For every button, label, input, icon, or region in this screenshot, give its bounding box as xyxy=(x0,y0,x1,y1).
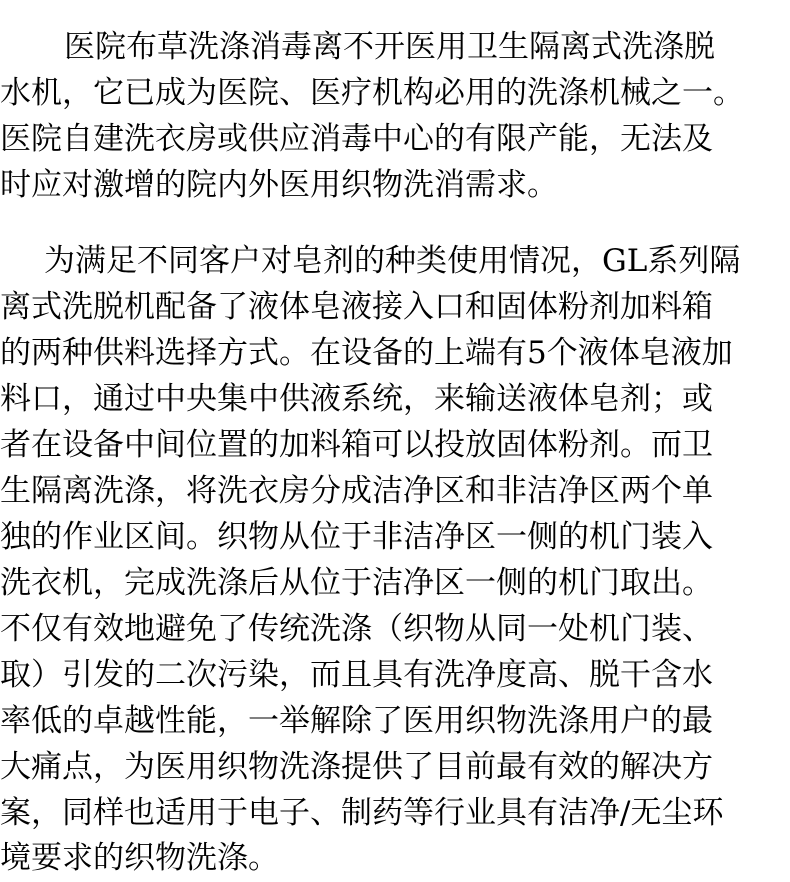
paragraph-line: 率低的卓越性能，一举解除了医用织物洗涤用户的最 xyxy=(0,703,713,739)
paragraph-line: 医院布草洗涤消毒离不开医用卫生隔离式洗涤脱 xyxy=(64,29,715,65)
paragraph-line: 为满足不同客户对皂剂的种类使用情况，GL系列隔 xyxy=(44,243,741,279)
paragraph-line: 时应对激增的院内外医用织物洗消需求。 xyxy=(0,167,558,203)
paragraph-line: 医院自建洗衣房或供应消毒中心的有限产能，无法及 xyxy=(0,121,713,157)
paragraph-line: 境要求的织物洗涤。 xyxy=(0,840,279,876)
paragraph-line: 生隔离洗涤，将洗衣房分成洁净区和非洁净区两个单 xyxy=(0,473,713,509)
paragraph-line: 案，同样也适用于电子、制药等行业具有洁净/无尘环 xyxy=(0,795,724,831)
paragraph-line: 水机，它已成为医院、医疗机构必用的洗涤机械之一。 xyxy=(0,75,744,111)
paragraph-line: 者在设备中间位置的加料箱可以投放固体粉剂。而卫 xyxy=(0,427,713,463)
paragraph-line: 的两种供料选择方式。在设备的上端有5个液体皂液加 xyxy=(0,335,733,371)
paragraph-line: 取）引发的二次污染，而且具有洗净度高、脱干含水 xyxy=(0,657,713,693)
paragraph-line: 大痛点，为医用织物洗涤提供了目前最有效的解决方 xyxy=(0,749,713,785)
paragraph-line: 洗衣机，完成洗涤后从位于洁净区一侧的机门取出。 xyxy=(0,565,713,601)
paragraph-line: 独的作业区间。织物从位于非洁净区一侧的机门装入 xyxy=(0,519,713,555)
paragraph-line: 不仅有效地避免了传统洗涤（织物从同一处机门装、 xyxy=(0,611,713,647)
paragraph-line: 离式洗脱机配备了液体皂液接入口和固体粉剂加料箱 xyxy=(0,289,713,325)
paragraph-line: 料口，通过中央集中供液系统，来输送液体皂剂；或 xyxy=(0,381,713,417)
